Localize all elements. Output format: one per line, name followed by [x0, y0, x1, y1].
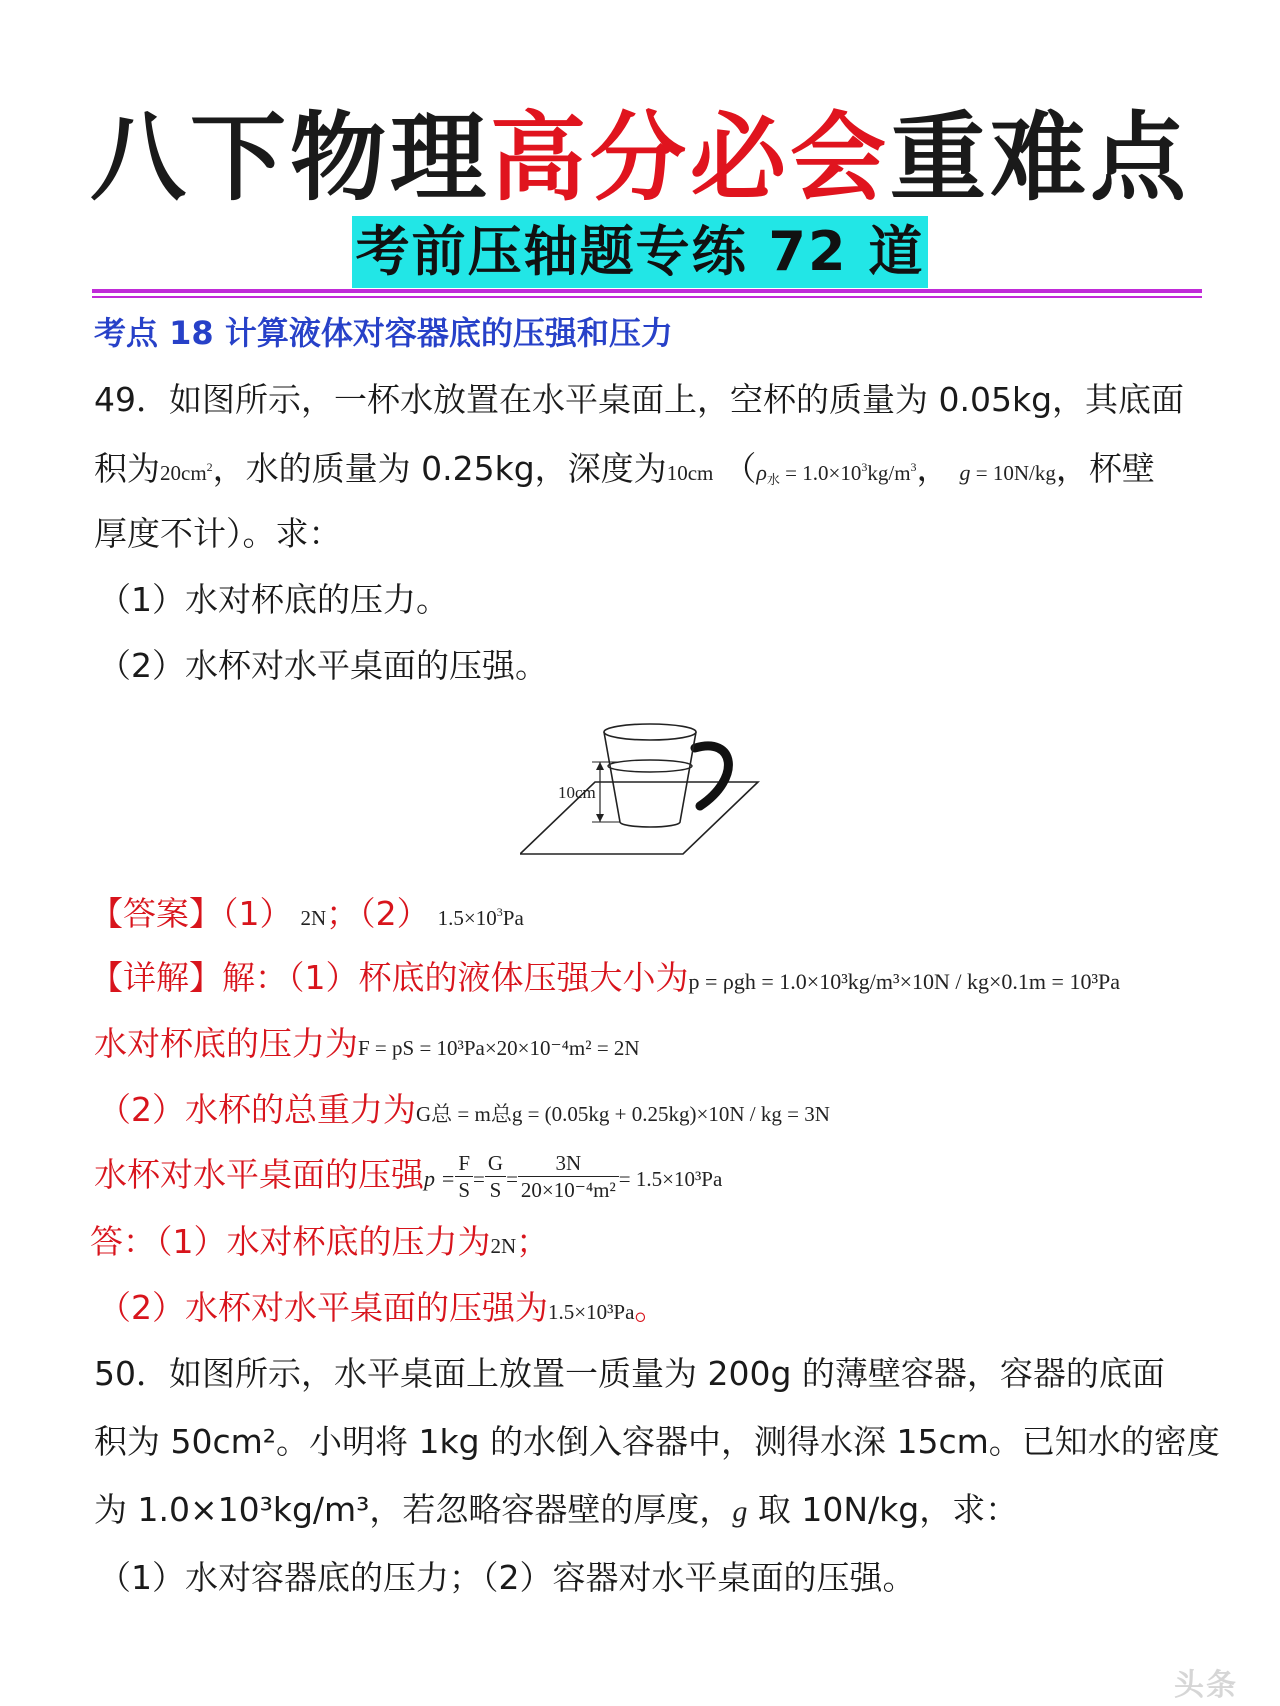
q49-rho-number: = 1.0×10	[779, 461, 862, 485]
solution-l3-formula: G总 = m总g = (0.05kg + 0.25kg)×10N / kg = 3N	[416, 1102, 830, 1126]
watermark: 头条	[1174, 1668, 1238, 1703]
q50-line-2: 积为 50cm²。小明将 1kg 的水倒入容器中，测得水深 15cm。已知水的密度	[94, 1422, 1220, 1461]
solution-l4-result: = 1.5×10³Pa	[618, 1167, 723, 1191]
q49-text-d: ，杯壁	[1055, 449, 1155, 488]
title-part-2: 高分必会	[490, 102, 890, 214]
fraction-f-s	[455, 1150, 473, 1203]
q50-line-4: （1）水对容器底的压力；（2）容器对水平桌面的压强。	[98, 1558, 916, 1597]
title-part-1: 八下物理	[90, 102, 490, 214]
q50-line-1: 50．如图所示，水平桌面上放置一质量为 200g 的薄壁容器，容器的底面	[94, 1354, 1165, 1393]
page-title	[0, 98, 1280, 218]
cup-rim	[604, 724, 696, 740]
q49-depth: 10cm	[666, 461, 714, 485]
solution-line-5	[90, 1218, 549, 1270]
q49-line-3: 厚度不计）。求：	[94, 514, 342, 553]
q50-g: g	[732, 1495, 748, 1528]
title-part-3: 重难点	[890, 102, 1190, 214]
q49-line-1: 49．如图所示，一杯水放置在水平桌面上，空杯的质量为 0.05kg，其底面	[94, 380, 1185, 419]
water-surface	[608, 760, 692, 772]
frac-den-s: S	[458, 1178, 471, 1202]
solution-l6-value: 1.5×10³Pa	[548, 1300, 635, 1324]
q49-rho: ρ	[756, 460, 767, 485]
frac-den-area: 20×10⁻⁴m²	[520, 1178, 616, 1202]
solution-l6-text: （2）水杯对水平桌面的压强为	[98, 1288, 548, 1327]
q49-rho-value: = $1.0\times 10^3kg/m^3$	[779, 460, 917, 485]
subtitle: 考前压轴题专练 72 道	[352, 216, 929, 288]
q49-sub-1: （1）水对杯底的压力。	[98, 580, 449, 619]
divider-thin	[92, 296, 1202, 298]
answer-line	[90, 888, 524, 942]
frac-num-3n: 3N	[518, 1150, 619, 1177]
answer-sep: ；（2）	[326, 894, 430, 933]
solution-l3-text: （2）水杯的总重力为	[98, 1090, 416, 1129]
solution-l5-end: ；	[516, 1222, 550, 1261]
section-heading: 考点 18 计算液体对容器底的压强和压力	[94, 314, 673, 352]
fraction-3n	[518, 1150, 619, 1203]
q49-text-b: ，水的质量为 0.25kg，深度为	[212, 449, 667, 488]
table-surface	[520, 782, 758, 854]
answer-label: 【答案】（1）	[90, 894, 293, 933]
q49-paren: （	[723, 449, 757, 488]
solution-line-2	[94, 1020, 640, 1072]
answer-2-value: $1.5\times 10^3Pa$	[437, 905, 524, 930]
q50-text-b: 取 10N/kg，求：	[747, 1490, 1019, 1529]
q49-g-value: = 10N/kg	[970, 461, 1056, 485]
solution-l5-value: 2N	[490, 1234, 517, 1258]
q49-sub-2: （2）水杯对水平桌面的压强。	[98, 646, 548, 685]
solution-l1-text: 【详解】解：（1）杯底的液体压强大小为	[90, 958, 689, 997]
frac-num-f: F	[455, 1150, 473, 1177]
frac-num-g: G	[485, 1150, 506, 1177]
solution-l1-formula: p = ρgh = 1.0×10³kg/m³×10N / kg×0.1m = 10³Pa	[688, 969, 1121, 994]
q49-text-a: 积为	[94, 449, 160, 488]
depth-label: 10cm	[558, 783, 596, 802]
solution-line-4: 水杯对水平桌面的压强p = $\frac{F}{S}$ = $\frac{G}{S}$ = $\frac{3N}{\text{20×10⁻⁴m²}}$ = 1.5×10³Pa	[94, 1151, 723, 1202]
solution-line-6	[98, 1284, 667, 1336]
solution-l2-text: 水对杯底的压力为	[94, 1024, 358, 1063]
q49-area-value: 20cm	[160, 461, 207, 485]
q49-rho-sub: 水	[766, 473, 780, 488]
q49-rho-unit: kg/m	[867, 461, 911, 485]
answer-1-value: 2N	[300, 906, 327, 930]
solution-line-1	[90, 954, 1120, 1006]
q49-area: $20cm^2$	[160, 460, 213, 485]
q50-line-3	[94, 1486, 1018, 1536]
divider-thick	[92, 289, 1202, 293]
solution-l4-p: p =	[424, 1166, 456, 1191]
subtitle-container	[0, 216, 1280, 288]
q50-text-a: 为 1.0×10³kg/m³，若忽略容器壁的厚度，	[94, 1490, 733, 1529]
answer-2-unit: Pa	[502, 906, 524, 930]
solution-l4-text: 水杯对水平桌面的压强	[94, 1155, 424, 1194]
solution-line-3	[98, 1086, 830, 1138]
cup-figure	[520, 718, 780, 858]
q49-g: g	[959, 460, 971, 485]
solution-l5-text: 答：（1）水对杯底的压力为	[90, 1222, 491, 1261]
frac-den-s2: S	[489, 1178, 502, 1202]
q49-line-2: 积为$20cm^2$，水的质量为 0.25kg，深度为10cm （$\rho_水 = 1.0\times 10^3kg/m^3$， g = 10N/kg，杯壁	[94, 449, 1155, 488]
solution-l6-end: 。	[634, 1288, 668, 1327]
solution-l2-formula: F = pS = 10³Pa×20×10⁻⁴m² = 2N	[358, 1036, 640, 1060]
answer-2-number: 1.5×10	[437, 906, 497, 930]
fraction-g-s	[485, 1150, 506, 1203]
cup-handle	[695, 746, 728, 806]
